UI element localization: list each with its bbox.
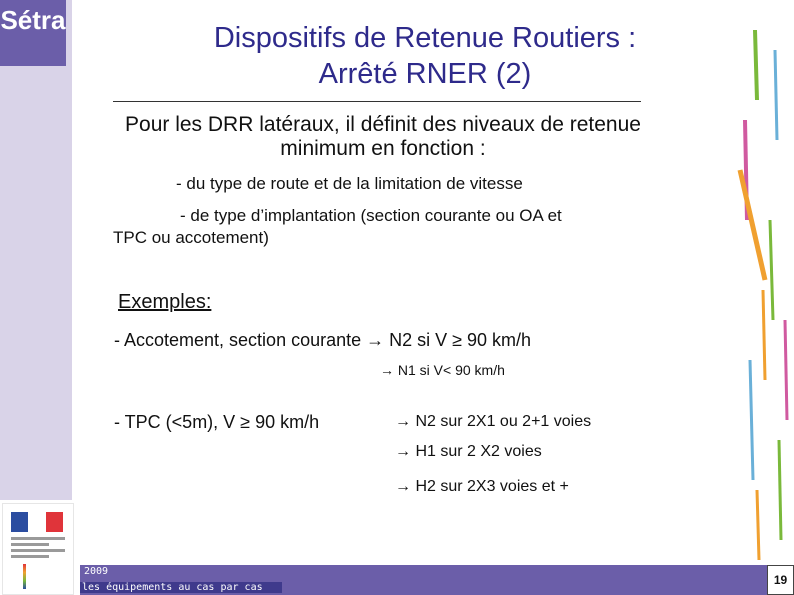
examples-heading: Exemples:	[118, 291, 212, 313]
example-accotement-alt: → N1 si V< 90 km/h	[380, 362, 505, 378]
title-line-2: Arrêté RNER (2)	[318, 58, 532, 90]
title-divider	[113, 101, 641, 102]
republique-francaise-logo	[2, 503, 74, 595]
example-accotement: - Accotement, section courante → N2 si V ≥ 90 km/h	[114, 330, 532, 350]
bullet-implantation-line2: TPC ou accotement)	[113, 228, 269, 247]
slide-title	[130, 20, 720, 92]
decorative-stripes	[735, 20, 794, 560]
example-tpc-2x3: → H2 sur 2X3 voies et +	[395, 478, 569, 495]
footer-subtitle: les équipements au cas par cas	[80, 582, 282, 593]
bullet-implantation-line1: - de type d’implantation (section courante ou OA et	[180, 206, 562, 225]
page-number: 19	[767, 565, 794, 595]
footer-year: 2009	[84, 566, 109, 577]
example-tpc-2x2: → H1 sur 2 X2 voies	[395, 443, 542, 460]
bullet-road-type: - du type de route et de la limitation de vitesse	[176, 174, 523, 193]
example-tpc-2x1: → N2 sur 2X1 ou 2+1 voies	[395, 413, 592, 430]
example-tpc: - TPC (<5m), V ≥ 90 km/h	[114, 412, 320, 432]
left-sidebar-band	[0, 0, 72, 500]
ministry-color-bar	[23, 564, 26, 589]
french-flag-icon	[11, 512, 63, 532]
ministry-text-lines	[11, 537, 65, 561]
title-line-1: Dispositifs de Retenue Routiers :	[213, 22, 637, 54]
setra-logo: Sétra	[0, 0, 66, 66]
intro-text: Pour les DRR latéraux, il définit des niveaux de retenue minimum en fonction :	[125, 113, 641, 160]
